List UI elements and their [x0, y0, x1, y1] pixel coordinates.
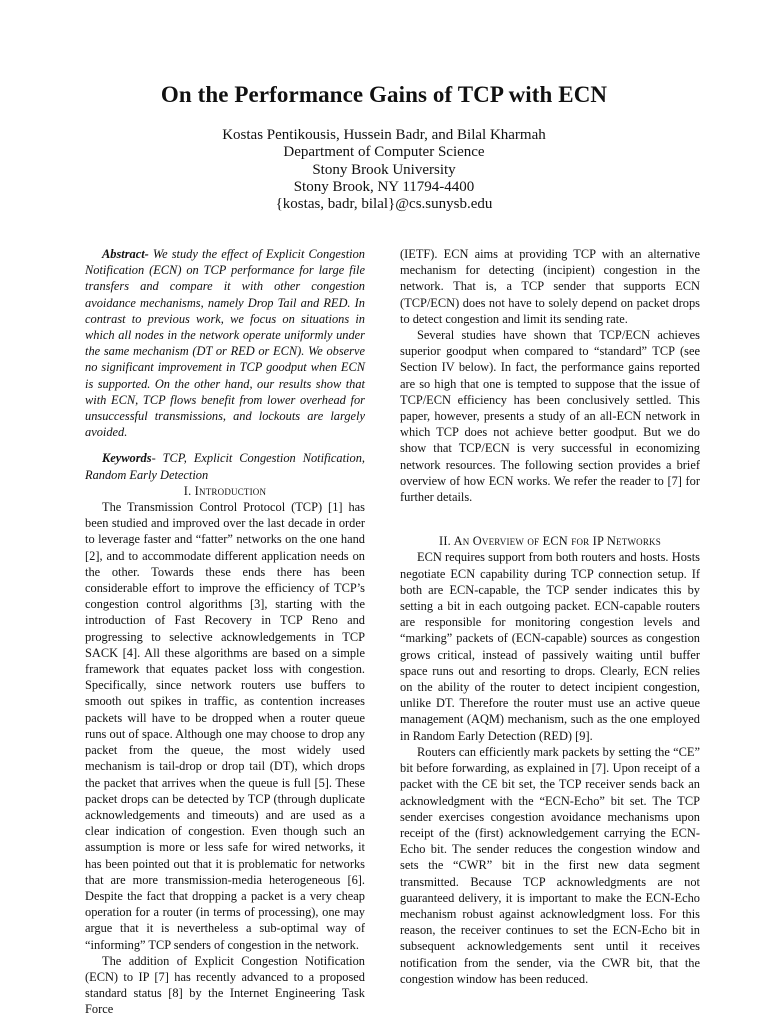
author-address: Stony Brook, NY 11794-4400 — [293, 178, 475, 195]
author-email: {kostas, badr, bilal}@cs.sunysb.edu — [275, 196, 493, 213]
author-block — [0, 127, 768, 213]
right-column — [400, 246, 700, 987]
section-heading-ecn-overview: II. An Overview of ECN for IP Networks — [439, 534, 661, 549]
keywords-label: Keywords — [102, 451, 152, 466]
intro-paragraph-2: The addition of Explicit Congestion Notification (ECN) to IP [7] has recently advanced to a proposed standard status [8] by the Internet Engineering Task Force — [85, 953, 365, 1017]
author-department: Department of Computer Science — [283, 144, 485, 161]
author-university: Stony Brook University — [312, 161, 456, 178]
intro-paragraph-1: The Transmission Control Protocol (TCP) [1] has been studied and improved over the last decade in order to leverage faster and “fatter” networks on the one hand [2], and to accommodate different application needs on the other. Towards these ends there has been considerable effort to improve the efficiency of TCP’s congestion control algorithms [3], starting with the introduction of Fast Recovery in TCP Reno and progressing to selective acknowledgements in TCP SACK [4]. All these algorithms are based on a simple framework that equates packet loss with congestion. Specifically, since network routers use buffers to smooth out spikes in traffic, as contention increases packets will have to be dropped when a router queue runs out of space. Although one may choose to drop any packet from the queue, the most widely used mechanism is tail-drop or drop tail (DT), which drops the packet that arrives when the queue is full [5]. These packet drops can be detected by TCP (through duplicate acknowledgements and timeouts) and are used as a clear indication of congestion. Even though such an assumption is more or less safe for wired networks, it has been pointed out that it is problematic for networks that are more transmission-media heterogeneous [6]. Despite the fact that dropping a packet is a very cheap operation for a router (in terms of processing), one may argue that it is nevertheless a sub-optimal way of “informing” TCP senders of congestion in the network. — [85, 500, 365, 952]
abstract-text: We study the effect of Explicit Congestion Notification (ECN) on TCP performance for large file transfers and compare it with other congestion avoidance mechanisms, namely Drop Tail and RED. In contrast to previous work, we focus on situations in which all nodes in the network operate uniformly under the same mechanism (DT or RED or ECN). We observe no significant improvement in TCP goodput when ECN is supported. On the other hand, our results show that with ECN, TCP flows benefit from lower overhead for unsuccessful transmissions, and lockouts are largely avoided. — [85, 247, 365, 440]
ecn-paragraph-2: Routers can efficiently mark packets by setting the “CE” bit before forwarding, as explained in [7]. Upon receipt of a packet with the CE bit set, the TCP receiver sends back an acknowledgment with the “ECN-Echo” bit set. The TCP sender exercises congestion avoidance mechanisms upon receipt of the (first) acknowledgement carrying the ECN-Echo bit. The sender reduces the congestion window and sets the “CWR” bit in the first new data segment transmitted. Because TCP acknowledgments are not guaranteed delivery, it is important to make the ECN-Echo mechanism robust against acknowledgment loss. For this reason, the receiver continues to set the ECN-Echo bit in subsequent acknowledgements sent until it receives notification from the sender, via the CWR bit, that the congestion window has been reduced. — [400, 744, 700, 986]
keywords — [85, 450, 365, 482]
abstract-label: Abstract- — [102, 247, 149, 261]
intro-paragraph-3: (IETF). ECN aims at providing TCP with an alternative mechanism for detecting (incipient) congestion in the network. That is, a TCP sender that supports ECN (TCP/ECN) does not have to solely depend on packet drops to detect congestion and limit its sending rate. — [400, 247, 700, 326]
paper-title: On the Performance Gains of TCP with ECN — [160, 82, 608, 107]
author-names: Kostas Pentikousis, Hussein Badr, and Bilal Kharmah — [222, 127, 546, 143]
keywords-text: - TCP, Explicit Congestion Notification, Random Early Detection — [85, 451, 365, 482]
abstract — [85, 246, 365, 440]
section-heading-introduction: I. Introduction — [183, 483, 267, 498]
left-column — [85, 246, 365, 1018]
ecn-paragraph-1: ECN requires support from both routers and hosts. Hosts negotiate ECN capability during TCP connection setup. If both are ECN-capable, the TCP sender indicates this by setting a bit in each outgoing packet. ECN-capable routers are responsible for monitoring congestion levels and “marking” packets of (ECN-capable) sources as congestion grows critical, instead of passively waiting until buffer space runs out and resorting to drops. Clearly, ECN relies on the ability of the router to detect incipient congestion, unlike DT. Therefore the router must use an active queue management (AQM) mechanism, such as the one employed in Random Early Detection (RED) [9]. — [400, 550, 700, 743]
intro-paragraph-4: Several studies have shown that TCP/ECN achieves superior goodput when compared to “standard” TCP (see Section IV below). In fact, the performance gains reported are so high that one is tempted to suppose that the issue of TCP/ECN efficiency has been conclusively settled. This paper, however, presents a study of an all-ECN network in which TCP does not achieve better goodput. But we do show that TCP/ECN is very successful in economizing network resources. The following section provides a brief overview of how ECN works. We refer the reader to [7] for further details. — [400, 328, 700, 505]
